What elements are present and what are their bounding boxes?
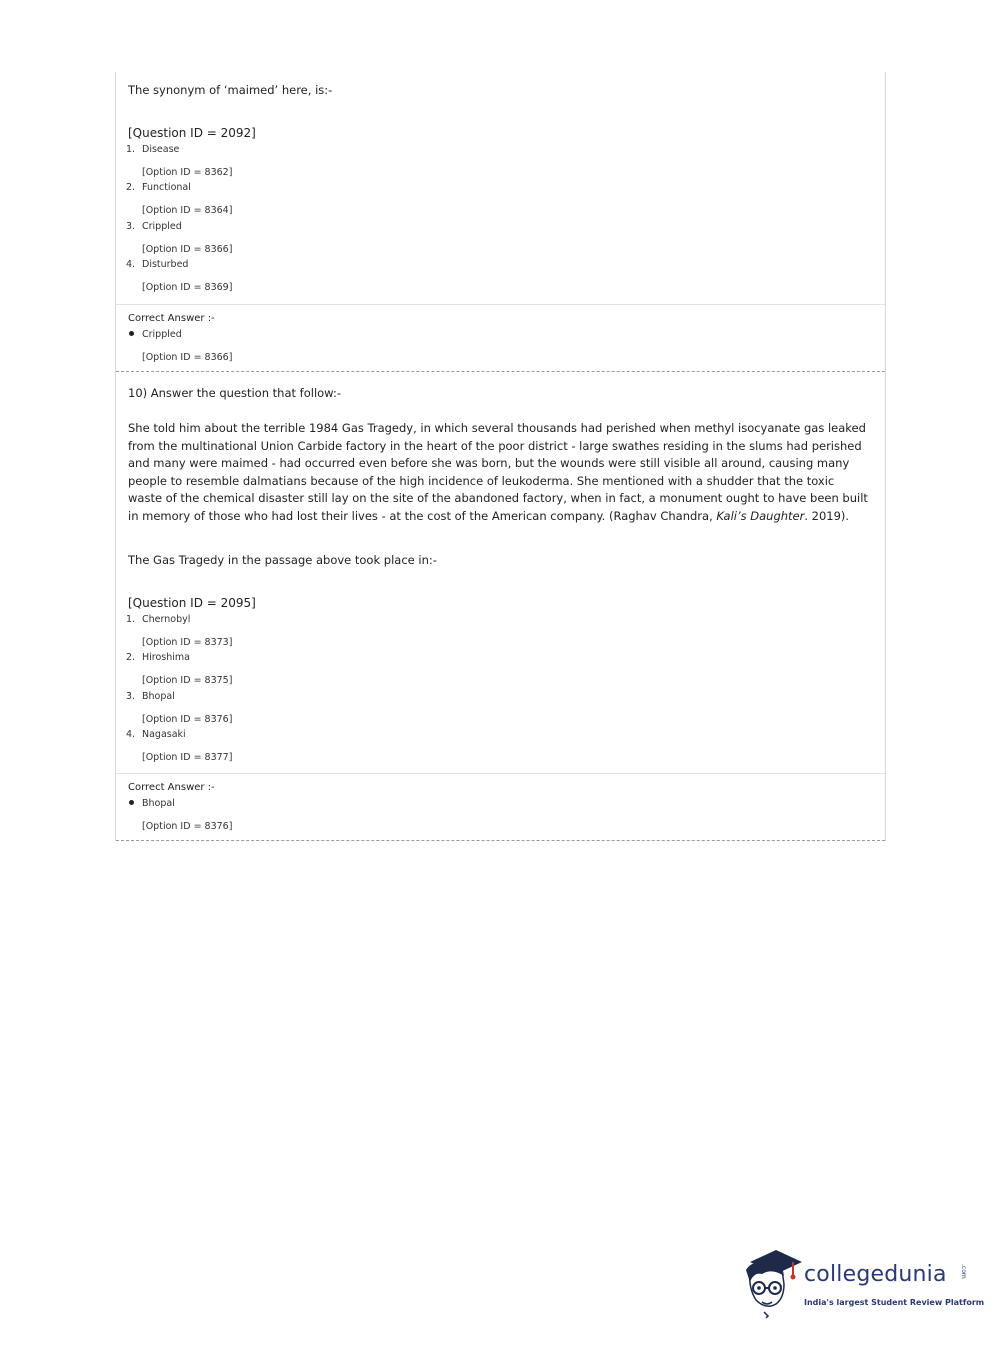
option-4: 4. Disturbed — [126, 259, 189, 270]
correct-answer-label: Correct Answer :- — [128, 313, 215, 324]
question-heading: 10) Answer the question that follow:- — [128, 386, 341, 400]
option-3: 3. Crippled — [126, 221, 182, 232]
correct-answer-item: Bhopal — [129, 797, 175, 811]
question-divider — [116, 840, 885, 841]
option-1: 1. Chernobyl — [126, 614, 191, 625]
option-id: [Option ID = 8364] — [142, 205, 233, 216]
brand-tagline: India's largest Student Review Platform — [804, 1298, 985, 1307]
option-2: 2. Functional — [126, 182, 191, 193]
mascot-icon — [742, 1248, 804, 1320]
correct-answer-section — [116, 773, 885, 840]
option-1: 1. Disease — [126, 144, 180, 155]
option-id: [Option ID = 8375] — [142, 675, 233, 686]
bullet-icon — [129, 331, 134, 336]
question-10-section — [116, 372, 885, 773]
passage-text: She told him about the terrible 1984 Gas Tragedy, in which several thousands had perished when methyl isocyanate gas leaked from the multinational Union Carbide factory in the heart of the poor district - large swathes residing in the slums had perished and many were maimed - had occurred even before she was born, but the wounds were still visible all around, causing many people to resemble dalmatians because of the high incidence of leukoderma. She mentioned with a shudder that the toxic waste of the chemical disaster still lay on the site of the abandoned factory, when in fact, a monument ought to have been built in memory of those who had lost their lives - at the cost of the American company. (Raghav Chandra, Kali’s Daughter. 2019). — [128, 421, 868, 523]
question-9-section — [116, 72, 885, 304]
question-prompt: The Gas Tragedy in the passage above took place in:- — [128, 553, 437, 567]
option-id: [Option ID = 8366] — [142, 244, 233, 255]
correct-answer-label: Correct Answer :- — [128, 782, 215, 793]
question-id: [Question ID = 2095] — [128, 596, 256, 610]
collegedunia-logo — [742, 1248, 985, 1320]
option-id: [Option ID = 8377] — [142, 752, 233, 763]
correct-option-id: [Option ID = 8366] — [142, 352, 233, 363]
option-id: [Option ID = 8362] — [142, 167, 233, 178]
question-frame — [115, 72, 886, 841]
bullet-icon — [129, 800, 134, 805]
brand-name: collegedunia — [804, 1262, 947, 1287]
question-id: [Question ID = 2092] — [128, 126, 256, 140]
option-id: [Option ID = 8376] — [142, 714, 233, 725]
citation-title: Kali’s Daughter — [716, 508, 805, 523]
option-id: [Option ID = 8373] — [142, 637, 233, 648]
correct-answer-section — [116, 304, 885, 371]
option-id: [Option ID = 8369] — [142, 282, 233, 293]
option-3: 3. Bhopal — [126, 691, 175, 702]
correct-answer-item: Crippled — [129, 328, 182, 342]
option-2: 2. Hiroshima — [126, 652, 190, 663]
question-prompt: The synonym of ‘maimed’ here, is:- — [128, 83, 333, 97]
option-4: 4. Nagasaki — [126, 729, 186, 740]
correct-option-id: [Option ID = 8376] — [142, 821, 233, 832]
brand-suffix: .com — [960, 1264, 967, 1279]
